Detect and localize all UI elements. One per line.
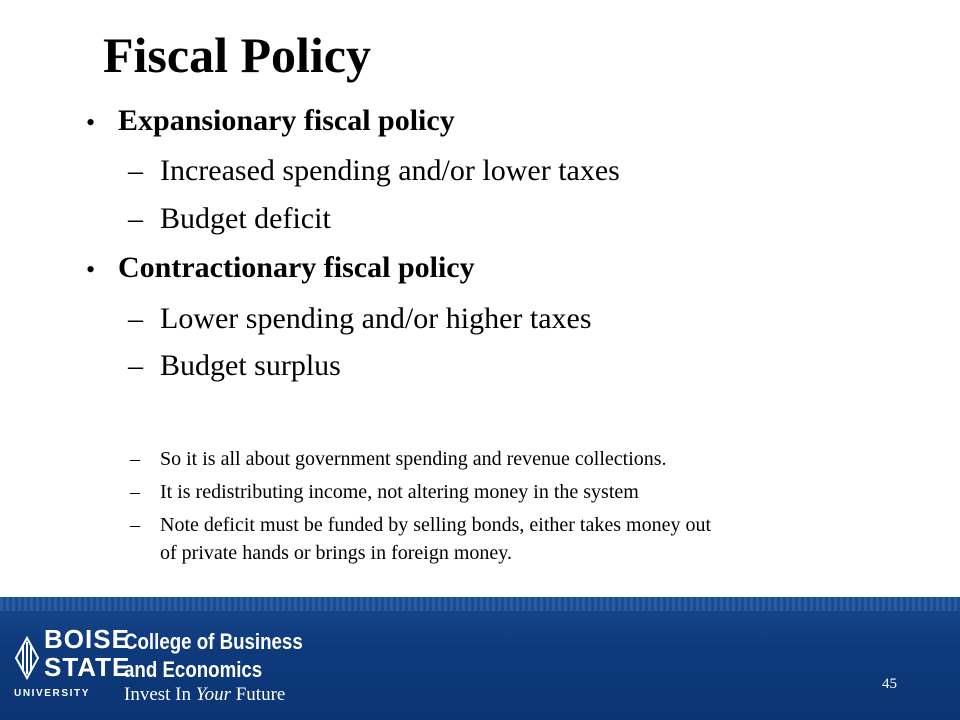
dash-marker: – (128, 202, 143, 235)
bullet-expansionary: Expansionary fiscal policy (118, 104, 455, 137)
college-name (124, 628, 303, 684)
sub-bullet-budget-deficit: Budget deficit (160, 202, 331, 235)
footer-stripe (0, 597, 960, 611)
dash-marker: – (128, 154, 143, 187)
tagline (124, 684, 285, 706)
sub-bullet-lower-spending: Lower spending and/or higher taxes (160, 302, 592, 335)
dash-marker: – (130, 481, 140, 503)
note-deficit-funding: Note deficit must be funded by selling bonds, either takes money out (160, 514, 711, 536)
logo-state: STATE (44, 652, 131, 682)
dash-marker: – (128, 349, 143, 382)
dash-marker: – (130, 514, 140, 536)
bronco-mark-icon (14, 632, 40, 684)
tagline-prefix: Invest In (124, 684, 196, 705)
bullet-marker: • (86, 108, 96, 137)
college-line-1: College of Business (124, 629, 303, 654)
page-number: 45 (882, 676, 897, 692)
note-redistributing-income: It is redistributing income, not altering money in the system (160, 481, 639, 503)
sub-bullet-increased-spending: Increased spending and/or lower taxes (160, 154, 620, 187)
logo-university: UNIVERSITY (14, 688, 91, 699)
dash-marker: – (128, 302, 143, 335)
note-deficit-funding-cont: of private hands or brings in foreign money. (160, 542, 512, 564)
boise-state-logo (14, 624, 131, 710)
college-line-2: and Economics (124, 657, 263, 682)
logo-boise: BOISE (44, 624, 130, 654)
tagline-emphasis: Your (195, 684, 231, 705)
note-spending-revenue: So it is all about government spending and revenue collections. (160, 448, 667, 470)
dash-marker: – (130, 448, 140, 470)
tagline-suffix: Future (230, 684, 286, 705)
bullet-marker: • (86, 255, 96, 284)
slide-title: Fiscal Policy (103, 27, 371, 83)
sub-bullet-budget-surplus: Budget surplus (160, 349, 341, 382)
bullet-contractionary: Contractionary fiscal policy (118, 251, 475, 284)
